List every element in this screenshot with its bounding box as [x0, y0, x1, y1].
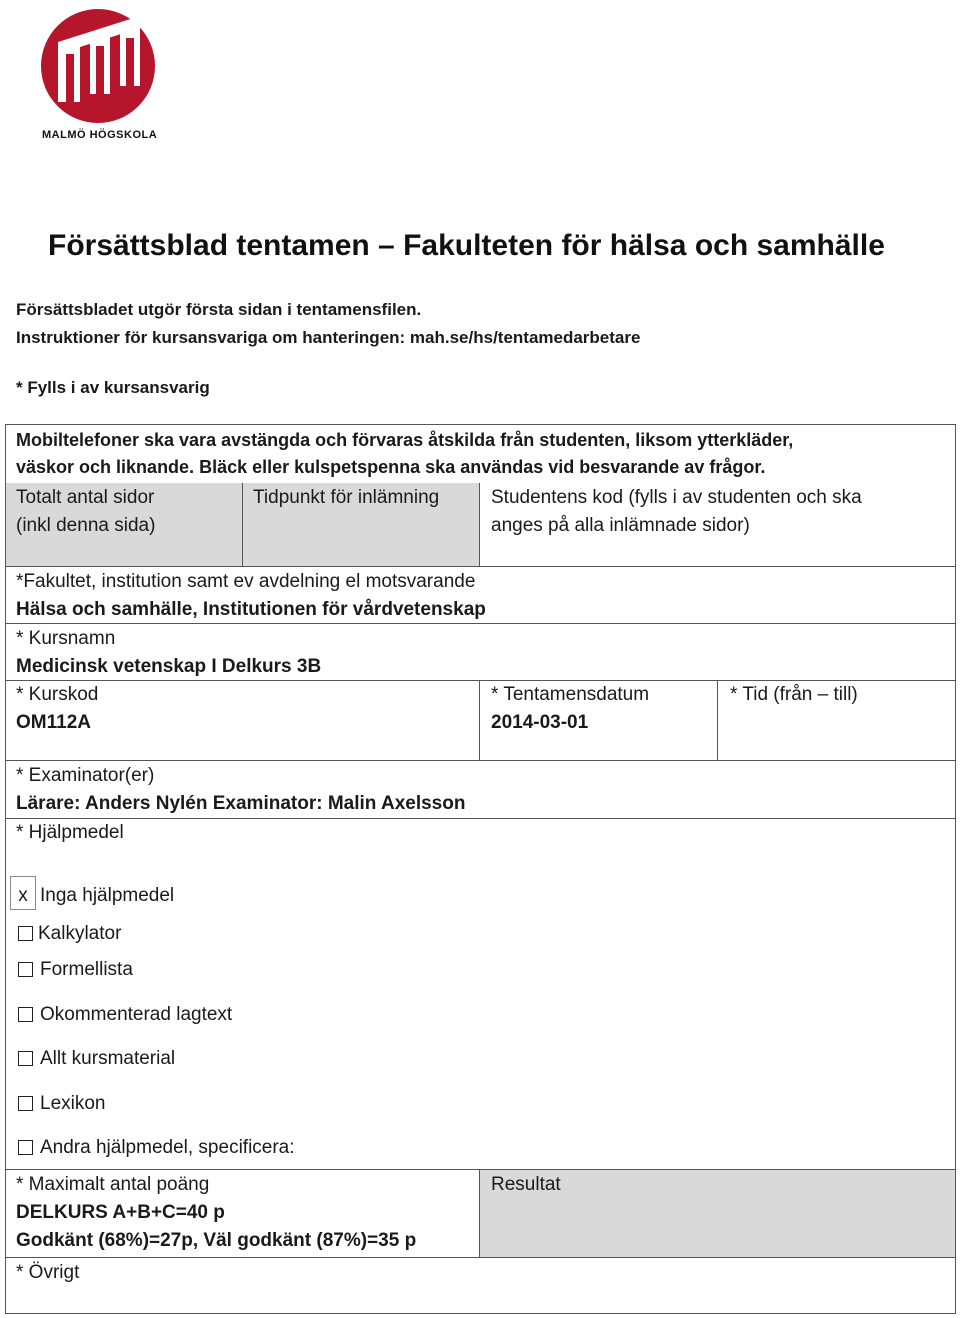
- aid-checkbox-course-material[interactable]: [18, 1051, 33, 1066]
- aid-checkbox-dictionary[interactable]: [18, 1096, 33, 1111]
- course-name-value: Medicinsk vetenskap I Delkurs 3B: [16, 656, 322, 677]
- faculty-label: *Fakultet, institution samt ev avdelning el motsvarande: [16, 571, 476, 592]
- intro-line-2: Instruktioner för kursansvariga om hanteringen: mah.se/hs/tentamedarbetare: [16, 328, 641, 347]
- aid-label-other: Andra hjälpmedel, specificera:: [40, 1137, 295, 1158]
- intro-line-1: Försättsbladet utgör första sidan i tentamensfilen.: [16, 300, 422, 319]
- result-label: Resultat: [491, 1174, 561, 1195]
- faculty-value: Hälsa och samhälle, Institutionen för vårdvetenskap: [16, 599, 486, 620]
- max-points-line-2: Godkänt (68%)=27p, Väl godkänt (87%)=35 p: [16, 1230, 417, 1251]
- time-label: * Tid (från – till): [730, 684, 858, 705]
- course-name-label: * Kursnamn: [16, 628, 116, 649]
- fill-note: * Fylls i av kursansvarig: [16, 378, 210, 397]
- aid-label-law-text: Okommenterad lagtext: [40, 1004, 233, 1025]
- aid-checkbox-formula-list[interactable]: [18, 962, 33, 977]
- aids-label: * Hjälpmedel: [16, 822, 124, 843]
- other-label: * Övrigt: [16, 1262, 80, 1283]
- course-code-value: OM112A: [16, 712, 91, 733]
- aid-checkbox-other[interactable]: [18, 1140, 33, 1155]
- aid-label-none: Inga hjälpmedel: [40, 885, 175, 906]
- submission-label: Tidpunkt för inlämning: [253, 487, 440, 508]
- examiner-value: Lärare: Anders Nylén Examinator: Malin Axelsson: [16, 793, 466, 814]
- max-points-line-1: DELKURS A+B+C=40 p: [16, 1202, 225, 1223]
- examiner-label: * Examinator(er): [16, 765, 155, 786]
- exam-date-value: 2014-03-01: [491, 712, 589, 733]
- aid-checkbox-law-text[interactable]: [18, 1007, 33, 1022]
- aid-checkbox-calculator[interactable]: [18, 926, 33, 941]
- student-code-label-2: anges på alla inlämnade sidor): [491, 515, 750, 536]
- course-code-label: * Kurskod: [16, 684, 99, 705]
- aid-checkbox-none[interactable]: x: [10, 876, 36, 910]
- pages-label-1: Totalt antal sidor: [16, 487, 155, 508]
- aid-label-calculator: Kalkylator: [38, 923, 122, 944]
- logo-text: MALMÖ HÖGSKOLA: [42, 129, 158, 141]
- exam-date-label: * Tentamensdatum: [491, 684, 650, 705]
- aid-label-formula-list: Formellista: [40, 959, 133, 980]
- max-points-label: * Maximalt antal poäng: [16, 1174, 210, 1195]
- notice-line-1: Mobiltelefoner ska vara avstängda och förvaras åtskilda från studenten, liksom ytterkläder,: [16, 430, 794, 450]
- malmo-hogskola-logo-icon: [40, 6, 158, 124]
- aid-label-dictionary: Lexikon: [40, 1093, 106, 1114]
- pages-label-2: (inkl denna sida): [16, 515, 156, 536]
- student-code-label-1: Studentens kod (fylls i av studenten och ska: [491, 487, 862, 508]
- aid-label-course-material: Allt kursmaterial: [40, 1048, 176, 1069]
- notice-line-2: väskor och liknande. Bläck eller kulspetspenna ska användas vid besvarande av frågor.: [16, 457, 766, 477]
- page-title: Försättsblad tentamen – Fakulteten för hälsa och samhälle: [48, 229, 885, 262]
